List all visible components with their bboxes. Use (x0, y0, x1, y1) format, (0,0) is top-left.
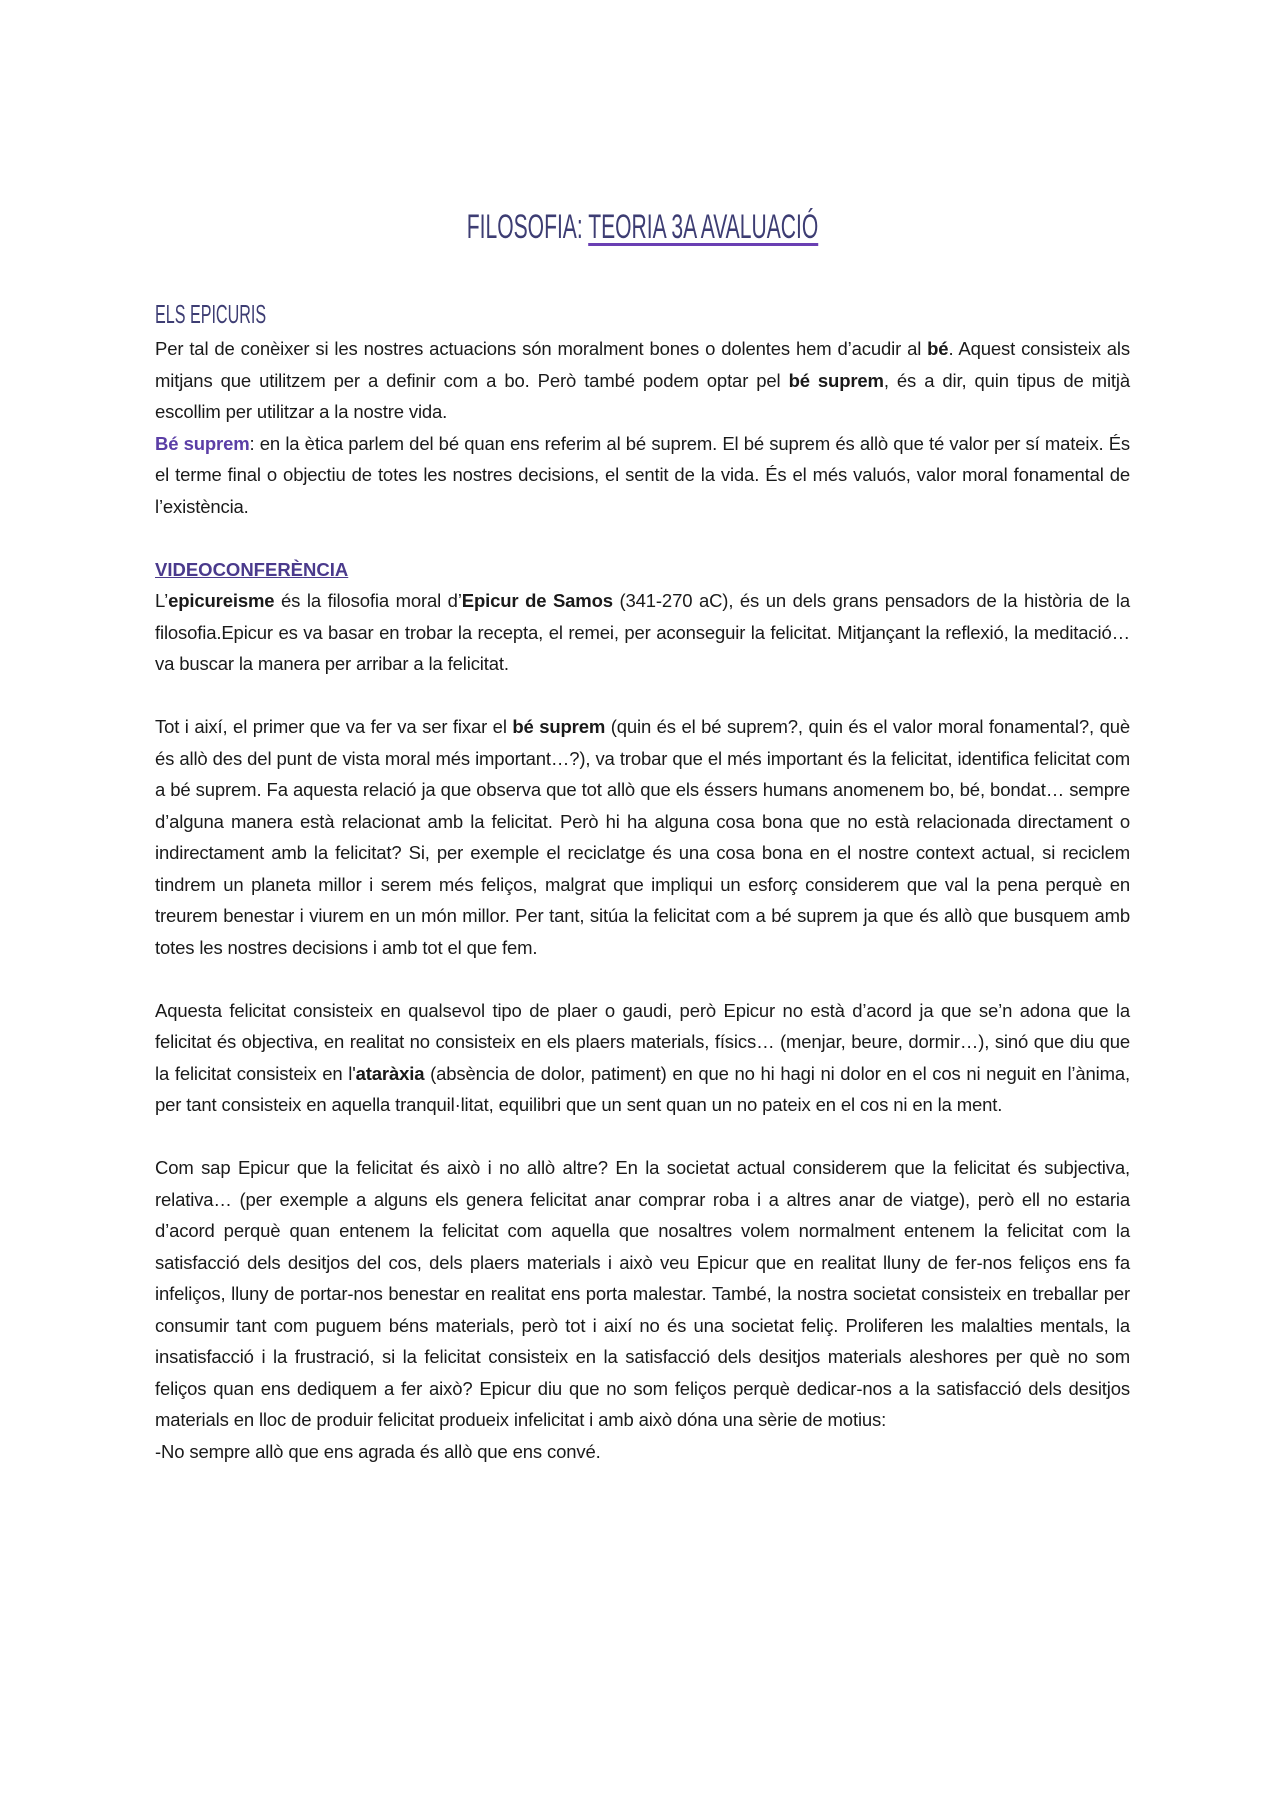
subheading-videoconferencia: VIDEOCONFERÈNCIA (155, 558, 349, 580)
paragraph-ataraxia (155, 995, 1130, 1121)
document-page (155, 205, 1130, 1467)
title-prefix: FILOSOFIA: (466, 208, 589, 246)
text-run: Aquesta felicitat consisteix en qualsevol tipo de plaer o gaudi, però Epicur no està d’acord ja que se’n adona que la felicitat és objectiva, en realitat no consisteix en els plaers materials, físics… (menjar, beure, dormir…), sinó que diu que la felicitat consisteix en l' (155, 999, 1130, 1084)
title-underlined: TEORIA 3A AVALUACIÓ (588, 208, 819, 246)
text-run: (341-270 aC), és un dels grans pensadors de la història de la filosofia.Epicur es va basar en trobar la recepta, el remei, per aconseguir la felicitat. Mitjançant la reflexió, la meditació… va buscar la manera per arribar a la felicitat. (155, 590, 1130, 674)
bold-run: ataràxia (355, 1062, 425, 1084)
bold-run: bé suprem (512, 716, 606, 737)
text-run: Per tal de conèixer si les nostres actuacions són moralment bones o dolentes hem d’acudir al (155, 338, 928, 359)
bold-run: epicureisme (168, 590, 275, 611)
paragraph-be (155, 333, 1130, 428)
text-run: . Aquest consisteix als mitjans que utilitzem per a definir com a bo. Però també podem optar pel (155, 338, 1130, 391)
paragraph-societat: Com sap Epicur que la felicitat és això i no allò altre? En la societat actual considerem que la felicitat és subjectiva, relativa… (per exemple a alguns els genera felicitat anar comprar roba i a altres anar de viatge), però ell no estaria d’acord perquè quan entenem la felicitat com aquella que nosaltres volem normalment entenem la felicitat com la satisfacció dels desitjos del cos, dels plaers materials i això veu Epicur que en realitat lluny de fer-nos feliços ens fa infeliços, lluny de portar-nos benestar en realitat ens porta malestar. També, la nostra societat consisteix en treballar per consumir tant com puguem béns materials, però tot i així no és una societat feliç. Proliferen les malalties mentals, la insatisfacció i la frustració, si la felicitat consisteix en la satisfacció dels desitjos materials aleshores per què no som feliços quan ens dediquem a fer això? Epicur diu que no som feliços perquè dedicar-nos a la satisfacció dels desitjos materials en lloc de produir felicitat produeix infelicitat i amb això dóna una sèrie de motius: (155, 1157, 1130, 1430)
text-run: : en la ètica parlem del bé quan ens referim al bé suprem. El bé suprem és allò que té valor per sí mateix. És el terme final o objectiu de totes les nostres decisions, el sentit de la vida. És el més valuós, valor moral fonamental de l’existència. (155, 432, 1130, 517)
page-title (340, 205, 945, 249)
section-heading-epicuris: ELS EPICURIS (155, 299, 267, 329)
text-run: , és a dir, quin tipus de mitjà escollim per utilitzar a la nostre vida. (155, 369, 1130, 422)
text-run: L’ (155, 590, 169, 611)
paragraph-be-suprem (155, 428, 1130, 523)
bold-run: bé (927, 338, 949, 359)
paragraph-be-suprem-felicitat (155, 711, 1130, 963)
text-run: (absència de dolor, patiment) en que no hi hagi ni dolor en el cos ni neguit en l’ànima, per tant consisteix en aquella tranquil·litat, equilibri que un sent quan un no pateix en el cos ni en la ment. (155, 1062, 1130, 1115)
text-run: Tot i així, el primer que va fer va ser fixar el (155, 716, 513, 737)
definition-label: Bé suprem (155, 432, 250, 454)
paragraph-epicureisme (155, 585, 1130, 680)
bold-run: bé suprem (788, 369, 884, 391)
text-run: és la filosofia moral d’ (274, 590, 462, 611)
paragraph-motiu-1: -No sempre allò que ens agrada és allò que ens convé. (155, 1440, 601, 1462)
bold-run: Epicur de Samos (461, 590, 613, 611)
text-run: (quin és el bé suprem?, quin és el valor moral fonamental?, què és allò des del punt de vista moral més important…?), va trobar que el més important és la felicitat, identifica felicitat com a bé suprem. Fa aquesta relació ja que observa que tot allò que els éssers humans anomenem bo, bé, bondat… sempre d’alguna manera està relacionat amb la felicitat. Però hi ha alguna cosa bona que no està relacionada directament o indirectament amb la felicitat? Si, per exemple el reciclatge és una cosa bona en el nostre context actual, si reciclem tindrem un planeta millor i serem més feliços, malgrat que impliqui un esforç considerem que val la pena perquè en treurem benestar i viurem en un món millor. Per tant, sitúa la felicitat com a bé suprem ja que és allò que busquem amb totes les nostres decisions i amb tot el que fem. (155, 716, 1131, 958)
